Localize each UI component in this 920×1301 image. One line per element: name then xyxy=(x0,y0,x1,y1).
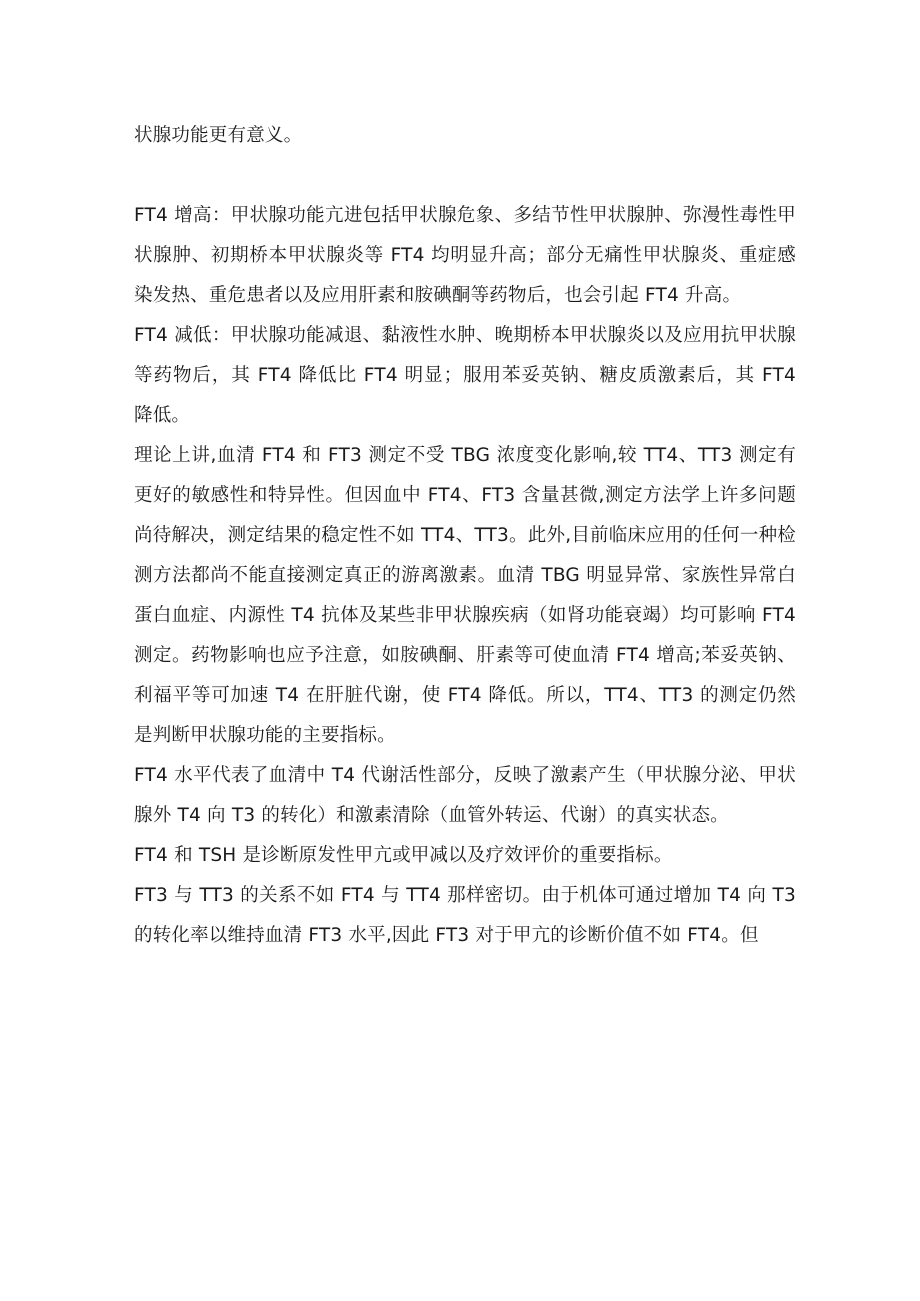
paragraph-ft4-tsh: FT4 和 TSH 是诊断原发性甲亢或甲减以及疗效评价的重要指标。 xyxy=(134,845,673,866)
paragraph-gap xyxy=(134,156,796,196)
paragraph-theory: 理论上讲,血清 FT4 和 FT3 测定不受 TBG 浓度变化影响,较 TT4、TT3 测定有更好的敏感性和特异性。但因血中 FT4、FT3 含量甚微,测定方法学上许多问题尚待解决，测定结果的稳定性不如 TT4、TT3。此外,目前临床应用的任何一种检测方法都尚不能直接测定真正的游离激素。血清 TBG 明显异常、家族性异常白蛋白血症、内源性 T4 抗体及某些非甲状腺疾病（如肾功能衰竭）均可影响 FT4 测定。药物影响也应予注意，如胺碘酮、肝素等可使血清 FT4 增高;苯妥英钠、利福平等可加速 T4 在肝脏代谢，使 FT4 降低。所以，TT4、TT3 的测定仍然是判断甲状腺功能的主要指标。 xyxy=(134,445,796,746)
paragraph-ft4-increase: FT4 增高：甲状腺功能亢进包括甲状腺危象、多结节性甲状腺肿、弥漫性毒性甲状腺肿、初期桥本甲状腺炎等 FT4 均明显升高；部分无痛性甲状腺炎、重症感染发热、重危患者以及应用肝素和胺碘酮等药物后，也会引起 FT4 升高。 xyxy=(134,205,796,306)
document-body xyxy=(134,116,796,956)
paragraph-ft4-decrease: FT4 减低：甲状腺功能减退、黏液性水肿、晚期桥本甲状腺炎以及应用抗甲状腺等药物后，其 FT4 降低比 FT4 明显；服用苯妥英钠、糖皮质激素后，其 FT4 降低。 xyxy=(134,325,796,426)
paragraph-ft4-level: FT4 水平代表了血清中 T4 代谢活性部分，反映了激素产生（甲状腺分泌、甲状腺外 T4 向 T3 的转化）和激素清除（血管外转运、代谢）的真实状态。 xyxy=(134,765,796,826)
paragraph-ft3-tt3: FT3 与 TT3 的关系不如 FT4 与 TT4 那样密切。由于机体可通过增加 T4 向 T3 的转化率以维持血清 FT3 水平,因此 FT3 对于甲亢的诊断价值不如 FT4。但 xyxy=(134,885,796,946)
paragraph-continuation: 状腺功能更有意义。 xyxy=(134,125,303,146)
